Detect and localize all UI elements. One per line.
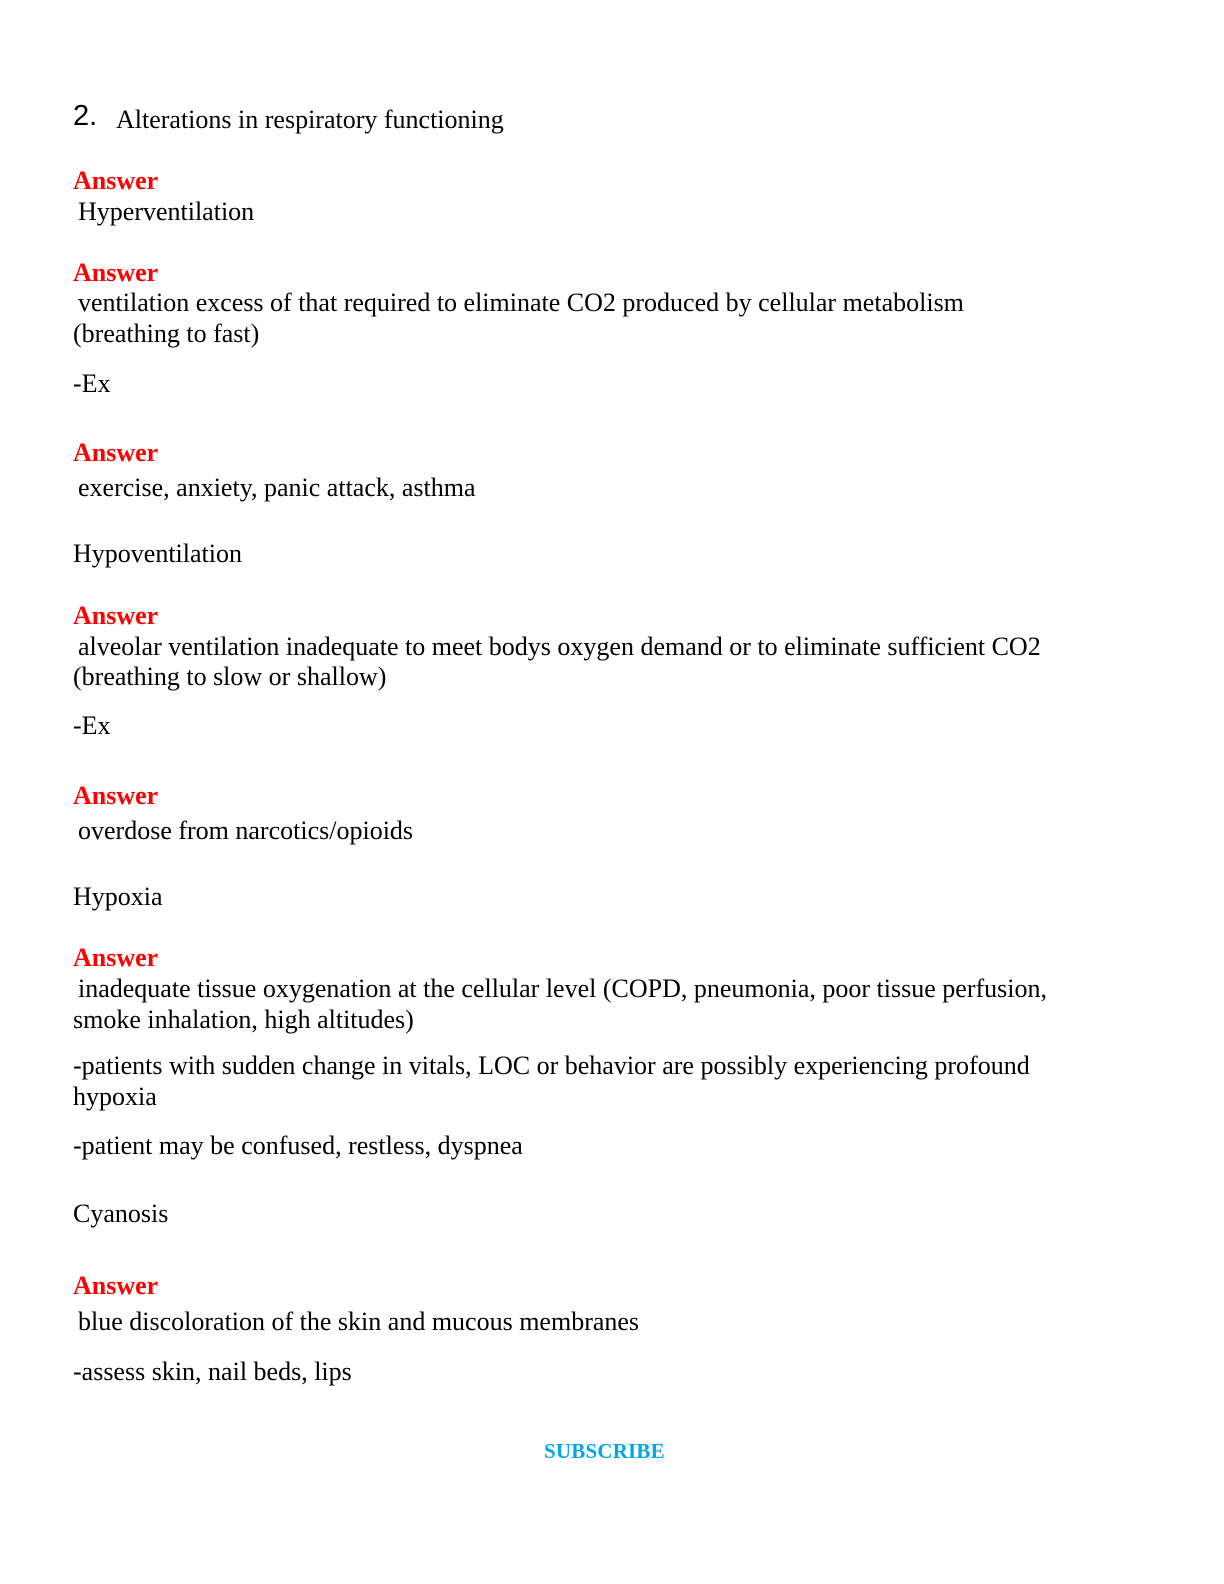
answer-text: alveolar ventilation inadequate to meet bodys oxygen demand or to eliminate sufficient CO2 [78,632,1041,661]
subscribe-link[interactable]: SUBSCRIBE [544,1439,665,1463]
answer-text: overdose from narcotics/opioids [78,816,414,845]
answer-text: (breathing to slow or shallow) [73,662,387,691]
answer-text: (breathing to fast) [73,319,260,348]
answer-label: Answer [73,601,159,630]
note-text: -assess skin, nail beds, lips [73,1357,352,1386]
answer-label: Answer [73,781,159,810]
answer-label: Answer [73,438,159,467]
note-text: -patient may be confused, restless, dyspnea [73,1131,523,1160]
answer-text: inadequate tissue oxygenation at the cellular level (COPD, pneumonia, poor tissue perfusion, [78,974,1047,1003]
answer-label: Answer [73,258,159,287]
term-cyanosis: Cyanosis [73,1199,169,1228]
example-prompt: -Ex [73,711,111,740]
answer-label: Answer [73,943,159,972]
question-number: 2. [73,100,98,132]
answer-label: Answer [73,1271,159,1300]
answer-text: smoke inhalation, high altitudes) [73,1005,414,1034]
answer-text: ventilation excess of that required to eliminate CO2 produced by cellular metabolism [78,288,964,317]
note-text: -patients with sudden change in vitals, LOC or behavior are possibly experiencing profound [73,1051,1030,1080]
note-text: hypoxia [73,1082,157,1111]
answer-label: Answer [73,166,159,195]
answer-text: blue discoloration of the skin and mucous membranes [78,1307,640,1336]
term-hypoventilation: Hypoventilation [73,539,242,568]
example-prompt: -Ex [73,369,111,398]
term-hypoxia: Hypoxia [73,882,163,911]
answer-text: exercise, anxiety, panic attack, asthma [78,473,476,502]
question-title: Alterations in respiratory functioning [116,105,504,134]
term-hyperventilation: Hyperventilation [78,197,255,226]
